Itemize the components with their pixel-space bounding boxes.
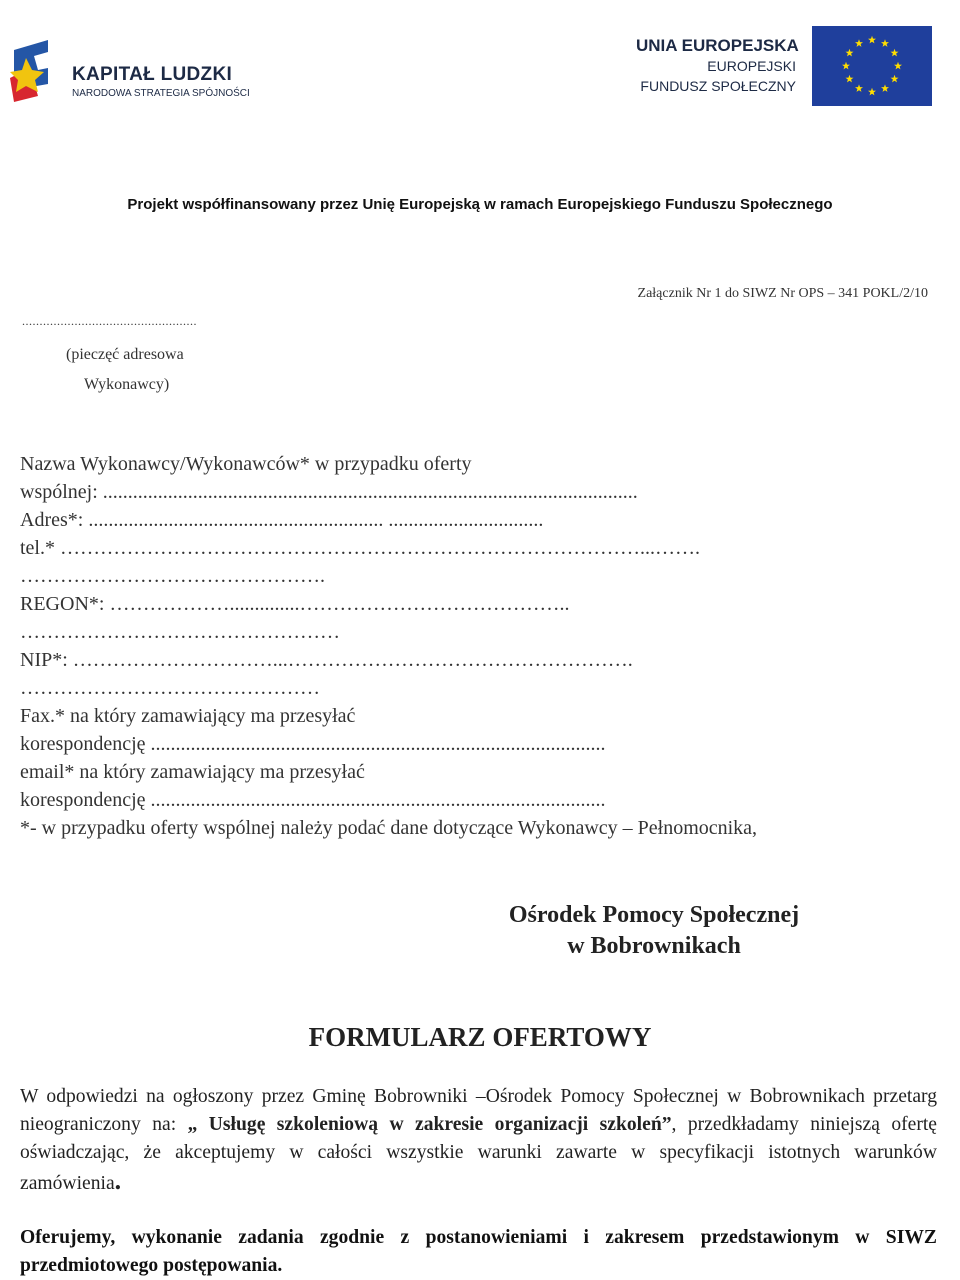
stamp-label-line2: Wykonawcy): [84, 376, 170, 393]
stamp-label-line1: (pieczęć adresowa: [66, 346, 184, 363]
institution-address: [482, 900, 826, 962]
phone-field: tel.* ……………………………………………………………………………...…….: [20, 537, 700, 559]
eu-flag-icon: [812, 26, 932, 106]
institution-location: w Bobrownikach: [567, 933, 741, 959]
regon-field-continued: …………………………………………: [20, 621, 340, 643]
eu-fund-line1: EUROPEJSKI: [707, 58, 796, 74]
regon-field: REGON*: ………………..............…………………………………..: [20, 593, 570, 615]
phone-field-continued: ……………………………………….: [20, 565, 325, 587]
address-field: Adres*: ........................................................... ...............................: [20, 509, 544, 531]
nip-field-continued: ………………………………………: [20, 677, 320, 699]
offer-paragraph-intro: W odpowiedzi na ogłoszony przez Gminę Bobrowniki –Ośrodek Pomocy Społecznej w Bobrownikach przetarg nieograniczony na:: [20, 1086, 937, 1135]
kapital-ludzki-title: KAPITAŁ LUDZKI: [72, 64, 233, 85]
fax-field: korespondencję ...........................................................................................: [20, 733, 606, 755]
offer-service-name: „ Usługę szkoleniową w zakresie organizacji szkoleń”: [187, 1114, 672, 1135]
offer-paragraph-end: .: [114, 1166, 122, 1195]
offer-paragraph: [20, 1083, 937, 1198]
offer-statement: Oferujemy, wykonanie zadania zgodnie z postanowieniami i zakresem przedstawionym w SIWZ przedmiotowego postępowania.: [20, 1227, 937, 1276]
fax-label: Fax.* na który zamawiający ma przesyłać: [20, 705, 356, 727]
kapital-ludzki-subtitle: NARODOWA STRATEGIA SPÓJNOŚCI: [72, 88, 250, 99]
offer-paragraph-body: , przedkładamy niniejszą ofertę oświadczając, że akceptujemy w całości wszystkie warunki zawarte w specyfikacji istotnych warunków zamówienia: [20, 1114, 937, 1194]
contractor-name-field: wspólnej: ...........................................................................................................: [20, 481, 638, 503]
email-field: korespondencję ...........................................................................................: [20, 789, 606, 811]
joint-offer-note: *- w przypadku oferty wspólnej należy podać dane dotyczące Wykonawcy – Pełnomocnika,: [20, 817, 758, 839]
institution-name: Ośrodek Pomocy Społecznej: [508, 902, 800, 928]
eu-title: UNIA EUROPEJSKA: [636, 36, 799, 55]
email-label: email* na który zamawiający ma przesyłać: [20, 761, 365, 783]
stamp-dotted-line: ..................................................: [22, 314, 197, 328]
eu-fund-line2: FUNDUSZ SPOŁECZNY: [640, 78, 796, 94]
project-cofinancing-note: Projekt współfinansowany przez Unię Europejską w ramach Europejskiego Funduszu Społecznego: [127, 196, 833, 213]
contractor-name-label: Nazwa Wykonawcy/Wykonawców* w przypadku oferty: [20, 453, 472, 475]
form-title: FORMULARZ OFERTOWY: [308, 1022, 652, 1052]
attachment-reference: Załącznik Nr 1 do SIWZ Nr OPS – 341 POKL/2/10: [637, 286, 928, 301]
nip-field: NIP*: …………………………...…………………………………………….: [20, 649, 633, 671]
